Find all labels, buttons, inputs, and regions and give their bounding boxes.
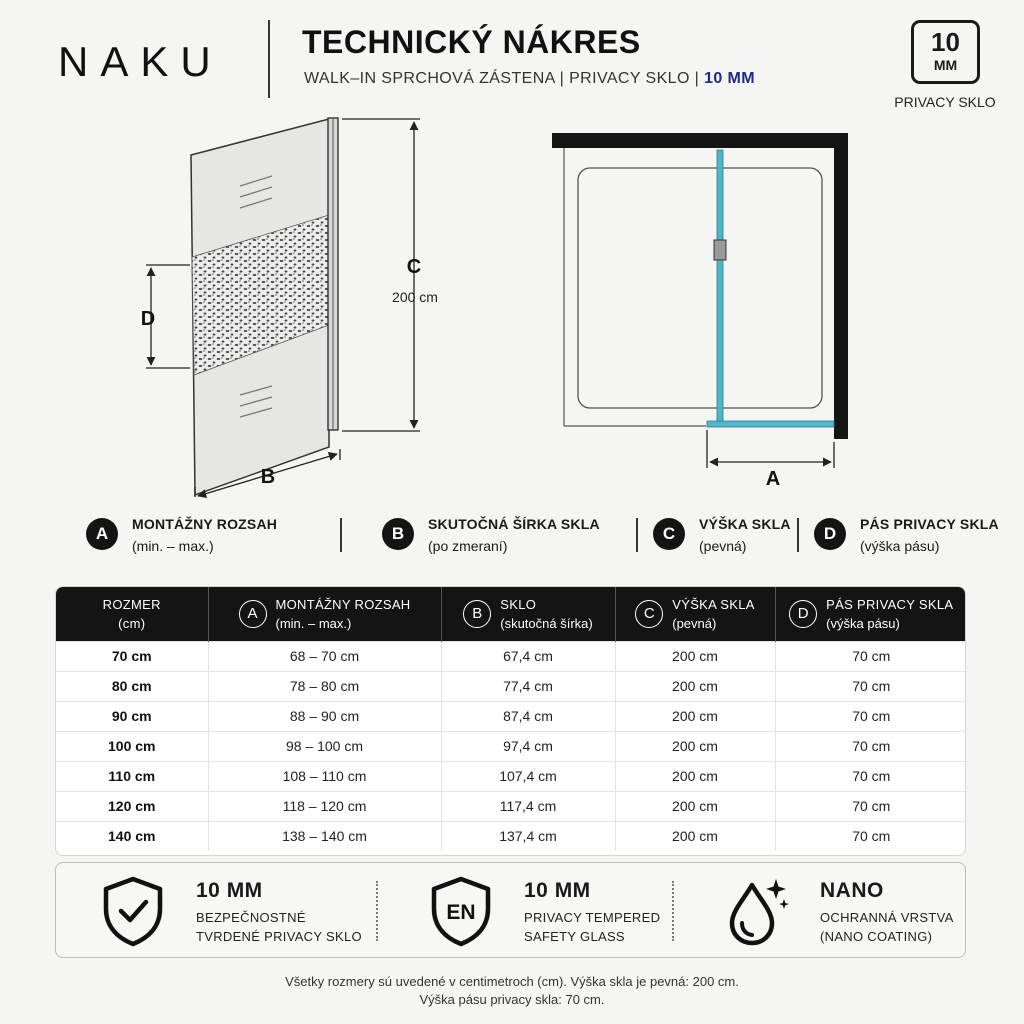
cell-mounting-range: 78 – 80 cm xyxy=(208,671,441,701)
badge-unit: MM xyxy=(933,57,958,73)
legend-sub-b: (po zmeraní) xyxy=(428,538,508,554)
cell-glass-width: 97,4 cm xyxy=(441,731,615,761)
feature-nano-coating xyxy=(724,863,954,959)
col-header-d-marker: D xyxy=(789,600,817,628)
cell-mounting-range: 68 – 70 cm xyxy=(208,641,441,671)
feature-title: 10 MM xyxy=(524,878,591,902)
feature-divider xyxy=(376,881,378,941)
height-value: 200 cm xyxy=(392,289,438,305)
legend-item-a xyxy=(86,516,277,554)
legend-marker-d: D xyxy=(814,518,846,550)
col-header-a-title: MONTÁŽNY ROZSAH xyxy=(275,596,411,612)
brand-logo: NAKU xyxy=(58,38,223,85)
col-header-size xyxy=(56,587,208,641)
col-header-d-sub: (výška pásu) xyxy=(826,615,900,631)
cell-glass-width: 117,4 cm xyxy=(441,791,615,821)
dimensions-table xyxy=(55,586,966,856)
shield-check-icon xyxy=(100,875,166,947)
col-header-d-title: PÁS PRIVACY SKLA xyxy=(826,596,954,612)
cell-privacy-band: 70 cm xyxy=(852,828,891,845)
legend-title-a: MONTÁŽNY ROZSAH xyxy=(132,516,278,532)
badge-value: 10 xyxy=(931,27,960,57)
table-row xyxy=(56,641,966,671)
cell-size: 100 cm xyxy=(56,731,208,761)
col-header-b xyxy=(441,587,615,641)
shower-tray xyxy=(578,168,822,408)
legend-divider xyxy=(340,518,342,552)
feature-title: 10 MM xyxy=(196,878,263,902)
col-header-d xyxy=(775,587,966,641)
cell-privacy-band: 70 cm xyxy=(852,708,891,724)
cell-size: 80 cm xyxy=(56,671,208,701)
cell-glass-width: 67,4 cm xyxy=(441,641,615,671)
label-b: B xyxy=(260,466,276,488)
cell-privacy-band: 70 cm xyxy=(852,648,891,664)
legend-sub-d: (výška pásu) xyxy=(860,538,940,554)
feature-line: PRIVACY TEMPERED xyxy=(524,909,661,925)
table-row xyxy=(56,791,966,821)
legend-marker-b: B xyxy=(382,518,414,550)
feature-line: BEZPEČNOSTNÉ xyxy=(196,909,306,925)
legend-item-b xyxy=(382,516,600,554)
col-header-size-sub: (cm) xyxy=(118,615,146,631)
cell-glass-height: 200 cm xyxy=(615,701,775,731)
cell-mounting-range: 108 – 110 cm xyxy=(208,761,441,791)
cell-size: 120 cm xyxy=(56,791,208,821)
label-a: A xyxy=(765,468,781,490)
col-header-b-sub: (skutočná šírka) xyxy=(500,615,593,631)
col-header-b-title: SKLO xyxy=(500,596,537,612)
subtitle-main: WALK–IN SPRCHOVÁ ZÁSTENA | PRIVACY SKLO | xyxy=(304,70,700,87)
wall-top xyxy=(552,133,848,148)
legend-item-d xyxy=(814,516,999,554)
feature-line: OCHRANNÁ VRSTVA xyxy=(820,909,954,925)
glass-panel-perspective xyxy=(191,118,338,495)
feature-line: SAFETY GLASS xyxy=(524,928,625,944)
feature-divider xyxy=(672,881,674,941)
label-d: D xyxy=(140,308,156,330)
legend-title-d: PÁS PRIVACY SKLA xyxy=(860,516,999,532)
cell-glass-height: 200 cm xyxy=(615,671,775,701)
cell-glass-width: 87,4 cm xyxy=(441,701,615,731)
cell-glass-width: 137,4 cm xyxy=(441,821,615,851)
footnote-line-1: Všetky rozmery sú uvedené v centimetroch (cm). Výška skla je pevná: 200 cm. xyxy=(285,974,739,989)
legend-sub-a: (min. – max.) xyxy=(132,538,214,554)
cell-size: 90 cm xyxy=(56,701,208,731)
cell-size: 140 cm xyxy=(56,821,208,851)
cell-mounting-range: 138 – 140 cm xyxy=(208,821,441,851)
cell-glass-width: 77,4 cm xyxy=(441,671,615,701)
legend-divider xyxy=(797,518,799,552)
plan-view xyxy=(552,133,848,439)
profile-clamp xyxy=(714,240,726,260)
wall-right xyxy=(834,133,848,439)
subtitle-thickness: 10 MM xyxy=(704,70,755,87)
cell-glass-height: 200 cm xyxy=(615,731,775,761)
cell-privacy-band: 70 cm xyxy=(852,798,891,814)
col-header-c-title: VÝŠKA SKLA xyxy=(672,596,755,612)
cell-privacy-band: 70 cm xyxy=(852,678,891,694)
table-row xyxy=(56,761,966,791)
footnote-line-2: Výška pásu privacy skla: 70 cm. xyxy=(419,992,605,1007)
cell-glass-height: 200 cm xyxy=(615,791,775,821)
feature-line: (NANO COATING) xyxy=(820,928,933,944)
badge-caption: PRIVACY SKLO xyxy=(894,94,996,110)
table-row xyxy=(56,731,966,761)
feature-tempered-glass xyxy=(428,863,660,959)
cell-glass-height: 200 cm xyxy=(615,641,775,671)
col-header-size-title: ROZMER xyxy=(102,596,161,612)
legend-item-c xyxy=(653,516,791,554)
legend-title-c: VÝŠKA SKLA xyxy=(699,516,791,532)
cell-mounting-range: 98 – 100 cm xyxy=(208,731,441,761)
legend-title-b: SKUTOČNÁ ŠÍRKA SKLA xyxy=(428,516,600,532)
feature-title: NANO xyxy=(820,878,884,902)
legend-marker-a: A xyxy=(86,518,118,550)
feature-line: TVRDENÉ PRIVACY SKLO xyxy=(196,928,362,944)
feature-safety-glass xyxy=(100,863,362,959)
cell-size: 70 cm xyxy=(56,641,208,671)
glass-profile-base xyxy=(707,421,834,427)
table-row xyxy=(56,701,966,731)
col-header-c xyxy=(615,587,775,641)
table-row xyxy=(56,671,966,701)
cell-mounting-range: 88 – 90 cm xyxy=(208,701,441,731)
en-shield-icon xyxy=(428,875,494,947)
col-header-b-marker: B xyxy=(463,600,491,628)
legend-marker-c: C xyxy=(653,518,685,550)
cell-glass-height: 200 cm xyxy=(615,761,775,791)
col-header-a-marker: A xyxy=(239,600,267,628)
cell-mounting-range: 118 – 120 cm xyxy=(208,791,441,821)
col-header-c-marker: C xyxy=(635,600,663,628)
technical-drawing xyxy=(0,0,1024,510)
dimension-a xyxy=(707,430,834,468)
legend-sub-c: (pevná) xyxy=(699,538,747,554)
col-header-a xyxy=(208,587,441,641)
table-row xyxy=(56,821,966,851)
glass-profile-vertical xyxy=(717,150,723,422)
features-box xyxy=(55,862,966,958)
page-title: TECHNICKÝ NÁKRES xyxy=(302,24,641,60)
cell-glass-height: 200 cm xyxy=(615,821,775,851)
col-header-c-sub: (pevná) xyxy=(672,615,717,631)
cell-size: 110 cm xyxy=(56,761,208,791)
cell-glass-width: 107,4 cm xyxy=(441,761,615,791)
col-header-a-sub: (min. – max.) xyxy=(275,615,352,631)
cell-privacy-band: 70 cm xyxy=(852,738,891,754)
svg-text:EN: EN xyxy=(446,901,476,924)
label-c: C xyxy=(406,256,422,278)
table-header-row xyxy=(56,587,966,641)
legend-divider xyxy=(636,518,638,552)
water-drop-sparkle-icon xyxy=(724,875,790,947)
cell-privacy-band: 70 cm xyxy=(852,768,891,784)
